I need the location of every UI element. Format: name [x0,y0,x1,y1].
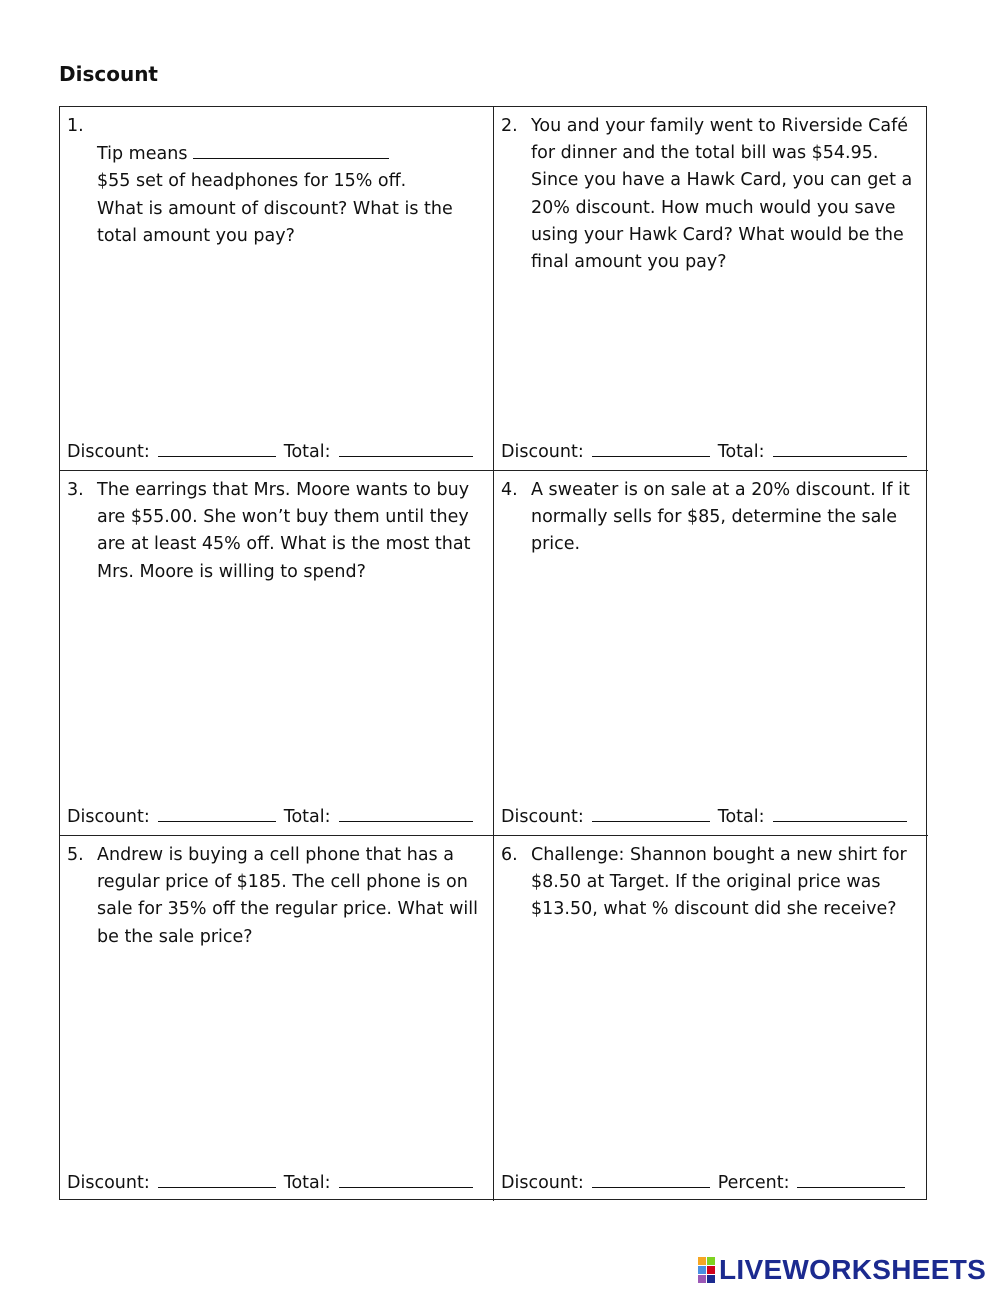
percent-answer-blank[interactable] [797,1173,905,1188]
answer-row [67,1173,481,1193]
total-label: Total: [283,807,331,827]
discount-label: Discount: [67,442,150,462]
problem-number: 2. [501,116,518,136]
discount-label: Discount: [67,1173,150,1193]
answer-row [67,807,481,827]
problem-cell-4 [494,471,928,836]
problem-number: 5. [67,845,84,865]
problem-text: The earrings that Mrs. Moore wants to buy are $55.00. She won’t buy them until they are at least 45% off. What is the most that Mrs. Moore is willing to spend? [97,480,471,582]
discount-label: Discount: [501,807,584,827]
problem-text: You and your family went to Riverside Café for dinner and the total bill was $54.95. Since you have a Hawk Card, you can get a 20% discount. How much would you save using your Hawk Card? What would be the final amount you pay? [531,116,913,273]
answer-row [67,442,481,462]
problem-text: A sweater is on sale at a 20% discount. If it normally sells for $85, determine the sale price. [531,480,910,555]
liveworksheets-logo-icon [698,1257,715,1283]
total-answer-blank[interactable] [339,807,473,822]
problem-text: Andrew is buying a cell phone that has a regular price of $185. The cell phone is on sale for 35% off the regular price. What will be the sale price? [97,845,478,947]
page-title: Discount [59,62,158,86]
problem-cell-3 [60,471,494,836]
discount-label: Discount: [67,807,150,827]
answer-row [501,442,915,462]
total-answer-blank[interactable] [773,807,907,822]
problem-cell-5 [60,836,494,1201]
total-answer-blank[interactable] [339,1173,473,1188]
answer-row [501,1173,913,1193]
problem-number: 3. [67,480,84,500]
problem-cell-6 [494,836,928,1201]
tip-definition-blank[interactable] [193,140,389,159]
percent-label: Percent: [717,1173,790,1193]
problem-text: Tip means $55 set of headphones for 15% off. What is amount of discount? What is the total amount you pay? [97,113,487,250]
discount-answer-blank[interactable] [158,807,276,822]
discount-answer-blank[interactable] [592,807,710,822]
problem-number: 4. [501,480,518,500]
answer-row [501,807,915,827]
discount-answer-blank[interactable] [158,442,276,457]
problem-cell-2 [494,107,928,471]
liveworksheets-logo [698,1254,986,1286]
logo-text: LIVEWORKSHEETS [719,1254,987,1285]
total-answer-blank[interactable] [339,442,473,457]
discount-label: Discount: [501,1173,584,1193]
discount-answer-blank[interactable] [592,442,710,457]
discount-label: Discount: [501,442,584,462]
problem-number: 1. [67,116,84,136]
total-label: Total: [283,1173,331,1193]
discount-answer-blank[interactable] [158,1173,276,1188]
total-label: Total: [717,442,765,462]
total-label: Total: [283,442,331,462]
discount-answer-blank[interactable] [592,1173,710,1188]
worksheet-grid [59,106,927,1200]
problem-cell-1 [60,107,494,471]
problem-text: Challenge: Shannon bought a new shirt for $8.50 at Target. If the original price was $13.50, what % discount did she receive? [531,845,907,920]
problem-number: 6. [501,845,518,865]
total-answer-blank[interactable] [773,442,907,457]
total-label: Total: [717,807,765,827]
